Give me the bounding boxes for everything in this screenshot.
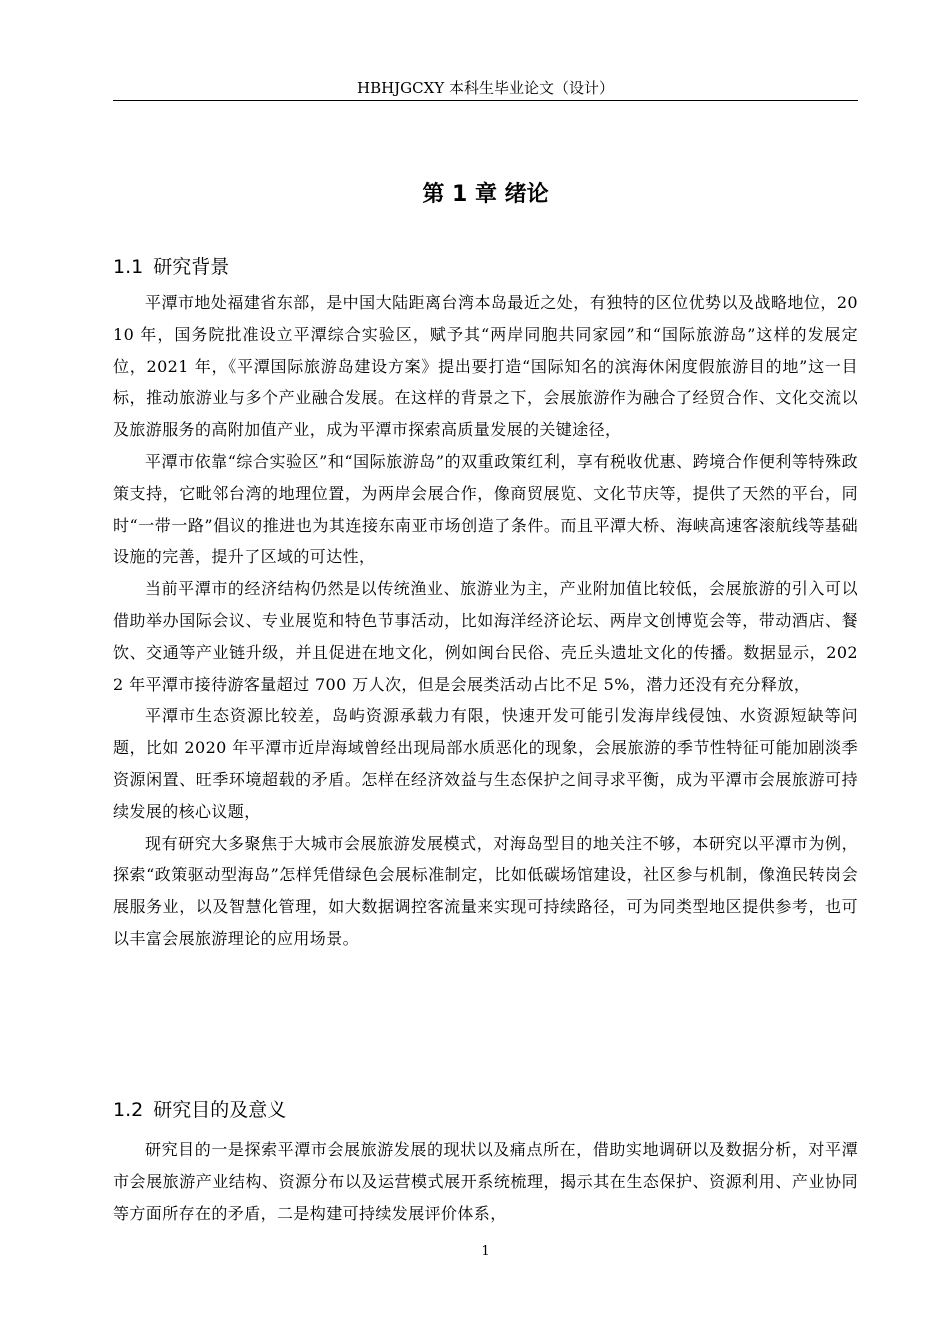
section-title: 研究目的及意义 bbox=[153, 1099, 287, 1121]
running-header: HBHJGCXY 本科生毕业论文（设计） bbox=[356, 79, 614, 97]
section-heading-1-2 bbox=[113, 1095, 858, 1125]
paragraph: 平潭市依靠“综合实验区”和“国际旅游岛”的双重政策红利，享有税收优惠、跨境合作便利等特殊政策支持，它毗邻台湾的地理位置，为两岸会展合作，像商贸展览、文化节庆等，提供了天然的平台，同时“一带一路”倡议的推进也为其连接东南亚市场创造了条件。而且平潭大桥、海峡高速客滚航线等基础设施的完善，提升了区域的可达性， bbox=[113, 451, 858, 567]
section-title: 研究背景 bbox=[153, 256, 230, 278]
section-body-1-1 bbox=[113, 287, 858, 955]
paragraph: 研究目的一是探索平潭市会展旅游发展的现状以及痛点所在，借助实地调研以及数据分析，对平潭市会展旅游产业结构、资源分布以及运营模式展开系统梳理，揭示其在生态保护、资源利用、产业协同等方面所存在的矛盾，二是构建可持续发展评价体系， bbox=[113, 1140, 858, 1223]
paragraph: 现有研究大多聚焦于大城市会展旅游发展模式，对海岛型目的地关注不够，本研究以平潭市为例，探索“政策驱动型海岛”怎样凭借绿色会展标准制定，比如低碳场馆建设，社区参与机制，像渔民转岗会展服务业，以及智慧化管理，如大数据调控客流量来实现可持续路径，可为同类型地区提供参考，也可以丰富会展旅游理论的应用场景。 bbox=[113, 833, 858, 948]
section-number: 1.1 bbox=[113, 256, 144, 278]
paragraph: 当前平潭市的经济结构仍然是以传统渔业、旅游业为主，产业附加值比较低，会展旅游的引入可以借助举办国际会议、专业展览和特色节事活动，比如海洋经济论坛、两岸文创博览会等，带动酒店、餐饮、交通等产业链升级，并且促进在地文化，例如闽台民俗、壳丘头遗址文化的传播。数据显示，2022 年平潭市接待游客量超过 700 万人次，但是会展类活动占比不足 5%，潜力还没有充分释放， bbox=[113, 579, 858, 694]
section-number: 1.2 bbox=[113, 1099, 144, 1121]
chapter-title: 第 1 章 绪论 bbox=[422, 182, 549, 207]
paragraph: 平潭市地处福建省东部，是中国大陆距离台湾本岛最近之处，有独特的区位优势以及战略地位，2010 年，国务院批准设立平潭综合实验区，赋予其“两岸同胞共同家园”和“国际旅游岛”这样的发展定位，2021 年，《平潭国际旅游岛建设方案》提出要打造“国际知名的滨海休闲度假旅游目的地”这一目标，推动旅游业与多个产业融合发展。在这样的背景之下，会展旅游作为融合了经贸合作、文化交流以及旅游服务的高附加值产业，成为平潭市探索高质量发展的关键途径， bbox=[113, 293, 858, 440]
section-body-1-2 bbox=[113, 1134, 858, 1229]
section-heading-1-1 bbox=[113, 252, 858, 282]
header-rule bbox=[113, 100, 858, 101]
page-number: 1 bbox=[481, 1244, 490, 1259]
paragraph: 平潭市生态资源比较差，岛屿资源承载力有限，快速开发可能引发海岸线侵蚀、水资源短缺等问题，比如 2020 年平潭市近岸海域曾经出现局部水质恶化的现象，会展旅游的季节性特征可能加剧淡季资源闲置、旺季环境超载的矛盾。怎样在经济效益与生态保护之间寻求平衡，成为平潭市会展旅游可持续发展的核心议题， bbox=[113, 706, 858, 821]
